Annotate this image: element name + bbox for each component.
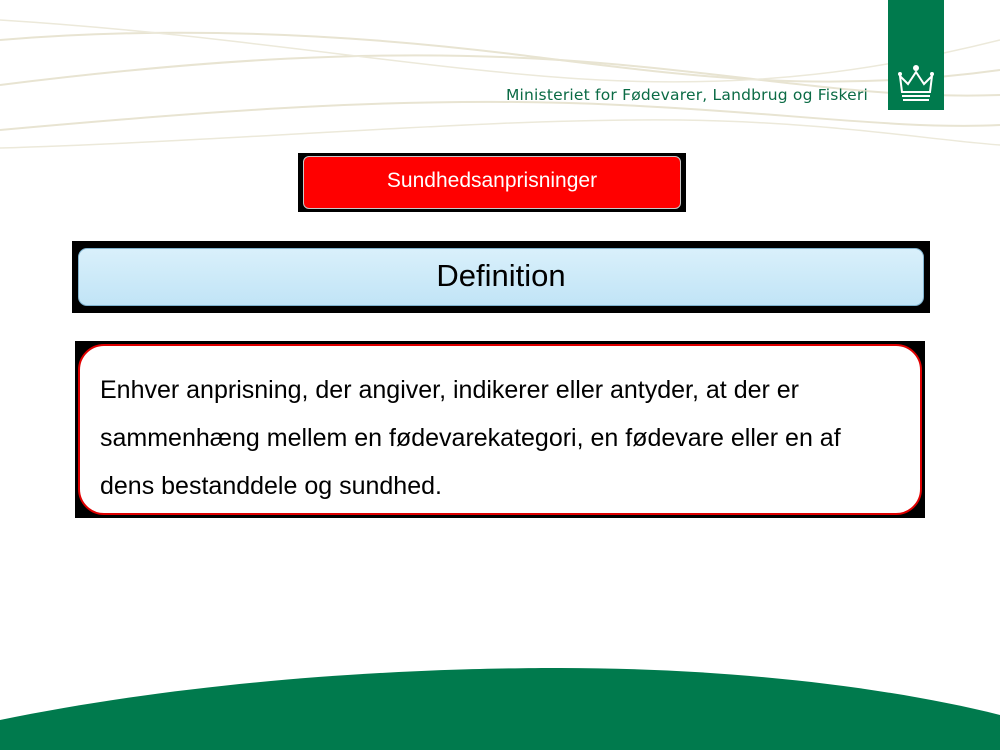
definition-banner [72, 241, 930, 313]
definition-text: Enhver anprisning, der angiver, indikerer eller antyder, at der er sammenhæng mellem en fødevarekategori, en fødevare eller en af dens bestanddele og sundhed. [78, 344, 922, 515]
subject-label: Sundhedsanprisninger [303, 156, 681, 209]
decorative-wave-lines [0, 0, 1000, 160]
subject-banner [298, 153, 686, 212]
bottom-green-band [0, 640, 1000, 750]
ministry-name: Ministeriet for Fødevarer, Landbrug og Fiskeri [505, 86, 868, 104]
ministry-logo [888, 0, 944, 110]
crown-icon [894, 62, 938, 106]
definition-heading: Definition [78, 248, 924, 306]
definition-text-frame [75, 341, 925, 518]
